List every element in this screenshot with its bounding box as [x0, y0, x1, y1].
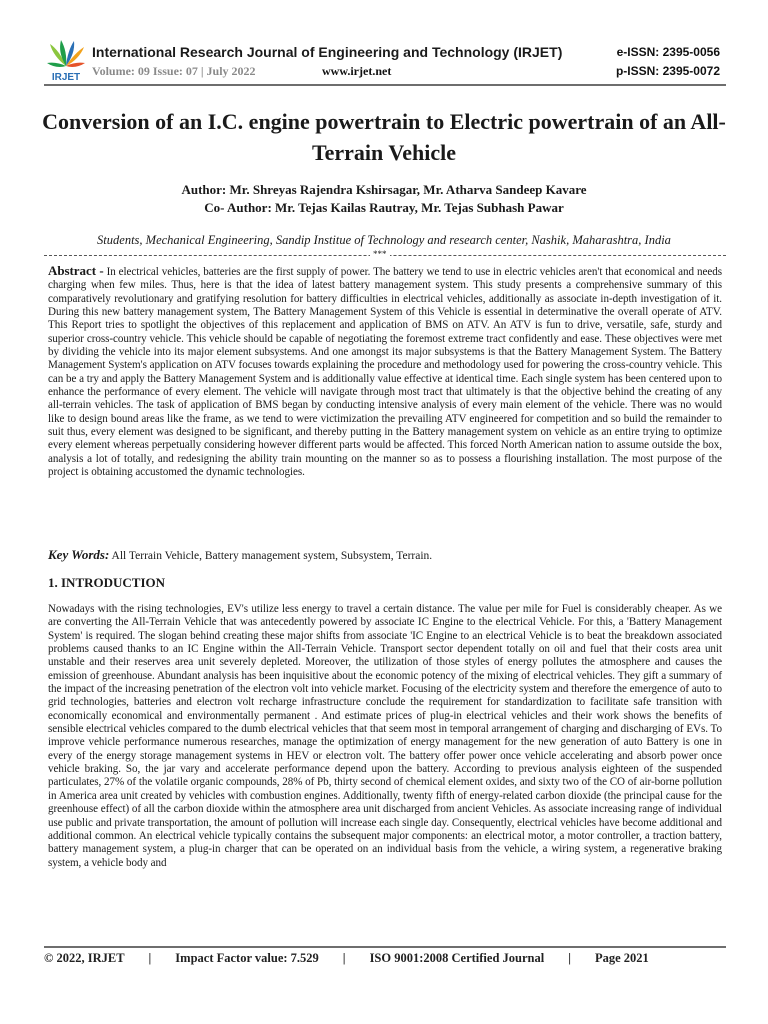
- footer-separator: |: [342, 951, 346, 965]
- authors: Author: Mr. Shreyas Rajendra Kshirsagar, Mr. Atharva Sandeep Kavare: [181, 182, 587, 197]
- logo-emblem-icon: [44, 38, 88, 82]
- logo-text: IRJET: [51, 72, 81, 82]
- introduction-text: Nowadays with the rising technologies, EV's utilize less energy to travel a certain distance. The value per mile for Fuel is considerably cheaper. As we are converting the All-Terrain Vehicle that was antecedently powered by associate IC Engine to the electrical Vehicle. For this, a 'Battery Management System' is required. The slogan behind creating these major shifts from associate 'IC Engine to an electrical Vehicle is to beat the breakdown associated problems caused thanks to an IC Engine within the All-Terrain Vehicle. Transport sector dependent totally on oil and fuel that their costs area unit unstable and their reserves area unit severely depleted. Moreover, the utilization of those styles of energy pollutes the atmosphere and causes the emission of greenhouse. Abundant analysis has been inquisitive about the economic potency of the mixing of electrical vehicles. They gift a summary of the impact of the increasing penetration of the electron volt into vehicle market. Focusing of the electricity system and therefore the emergence of auto to grid technologies, batteries and electron volt recharge infrastructure conclude the requirement for standardization to facilitate safe transition with economically economical and environmentally permanent . And estimate prices of plug-in electrical vehicles and their work shows the benefits of sensible electrical vehicles compared to the dumb electrical vehicles that that seem most in temporal arrangement of charging and discharging of EVs. To improve vehicle performance numerous researches, manage the optimization of energy management for the new generation of auto Battery is one in every of the energy storage management systems in HEV or electron volt. The battery offer power once vehicle accelerating and absorb power once vehicle braking. So, the jar vary and accelerate performance depend upon the battery. According to previous analysis eighteen of the suspended particulates, 27% of the volatile organic compounds, 28% of Pb, thirty second of chemical element oxides, and sixty two of the CO of air-borne pollution in America area unit created by vehicles with combustion engines. Additionally, twenty fifth of energy-related carbon dioxide (the principal cause for the greenhouse effect) of all the carbon dioxide within the atmosphere area unit discharged from ancient Vehicles. As associate increasing range of individual use public and private transportation, the amount of pollution will increase each single day. Consequently, electrical vehicles have become additional and additional common. An electrical vehicle typically contains the subsequent major components: an electrical motor, a motor controller, a traction battery, battery management system, a plug-in charger that can be operated on an individual basis from the vehicle, a wiring system, a regenerative braking system, a vehicle body and: [48, 603, 722, 869]
- footer-separator: |: [148, 951, 152, 965]
- irjet-logo: [44, 38, 88, 82]
- abstract-text: In electrical vehicles, batteries are the first supply of power. The battery we tend to use in electric vehicles aren't that economical and needs charging when few miles. Thus, here is that the idea of latest battery management system. This study presents a comprehensive summary of this comparatively revolutionary and gratifying resolution for battery difficulties in electrical vehicles, additionally as associate in-depth investigation of it. During this new battery management system, The Battery Management System of this Vehicle is essential in determinative the overall operate of ATV. This Report tries to spotlight the objectives of this replacement and application of BMS on ATV. An ATV is fun to drive, versatile, safe, sturdy and superior cross-country vehicle. This vehicle should be capable of negotiating the foremost extreme tract confidently and ease. These objectives were met by dividing the vehicle into its major element subsystems. And one amongst its major subsystems is that the Battery Management System. The Battery Management System's application on ATV focuses towards explaining the procedure and methodology used for powering the cross-country vehicle. This can be a try and apply the Battery Management System and is additionally value effective at identical time. Each single system has been centered upon to enhance the performance of every element. The vehicle will navigate through most tract that ultimately is that the objective behind the creating of any all-terrain vehicles. The task of application of BMS began by conducting intensive analysis of every main element of the vehicle. There was no would like to design bound areas like the frame, as we tend to were victimization the prevailing ATV engineered for competition and so build the remainder to suit thus, every element was designed to be significant, and thereby putting in the Battery management system on vehicle as an entire trying to optimize every element whereas perpetually considering however different parts would be affected. This forced North American nation to assume outside the box, analysis a lot of totally, and redesigning the ability train mounting on the manner so as to possess a flourishing installation. The most purpose of the project is obtaining accustomed the dynamic technologies.: [48, 266, 722, 479]
- footer-copyright: © 2022, IRJET: [44, 951, 125, 965]
- journal-name: International Research Journal of Engineering and Technology (IRJET): [92, 44, 563, 60]
- footer-divider: [44, 946, 726, 948]
- footer-separator: |: [568, 951, 571, 965]
- footer-iso: ISO 9001:2008 Certified Journal: [369, 951, 545, 965]
- footer-page-number: Page 2021: [594, 951, 649, 965]
- abstract: [48, 264, 722, 480]
- e-issn: e-ISSN: 2395-0056: [616, 45, 720, 59]
- author-block: [30, 181, 738, 217]
- keywords-text: All Terrain Vehicle, Battery management system, Subsystem, Terrain.: [111, 550, 433, 562]
- volume-issue: Volume: 09 Issue: 07 | July 2022: [92, 64, 256, 78]
- paper-title: Conversion of an I.C. engine powertrain to Electric powertrain of an All- Terrain Vehicle: [42, 109, 726, 165]
- journal-website[interactable]: www.irjet.net: [322, 64, 392, 78]
- co-authors: Co- Author: Mr. Tejas Kailas Rautray, Mr. Tejas Subhash Pawar: [204, 200, 564, 215]
- header-divider: [44, 84, 726, 86]
- footer: [44, 951, 726, 966]
- separator-stars: ***: [370, 248, 390, 260]
- section-heading-introduction: 1. INTRODUCTION: [48, 575, 166, 590]
- footer-impact-factor: Impact Factor value: 7.529: [175, 951, 319, 965]
- affiliation: Students, Mechanical Engineering, Sandip Institue of Technology and research center, Nashik, Maharashtra, India: [97, 233, 671, 247]
- p-issn: p-ISSN: 2395-0072: [615, 64, 720, 78]
- keywords: Key Words: All Terrain Vehicle, Battery management system, Subsystem, Terrain.: [48, 547, 433, 562]
- keywords-label: Key Words: [48, 547, 105, 562]
- abstract-label: Abstract -: [48, 263, 104, 278]
